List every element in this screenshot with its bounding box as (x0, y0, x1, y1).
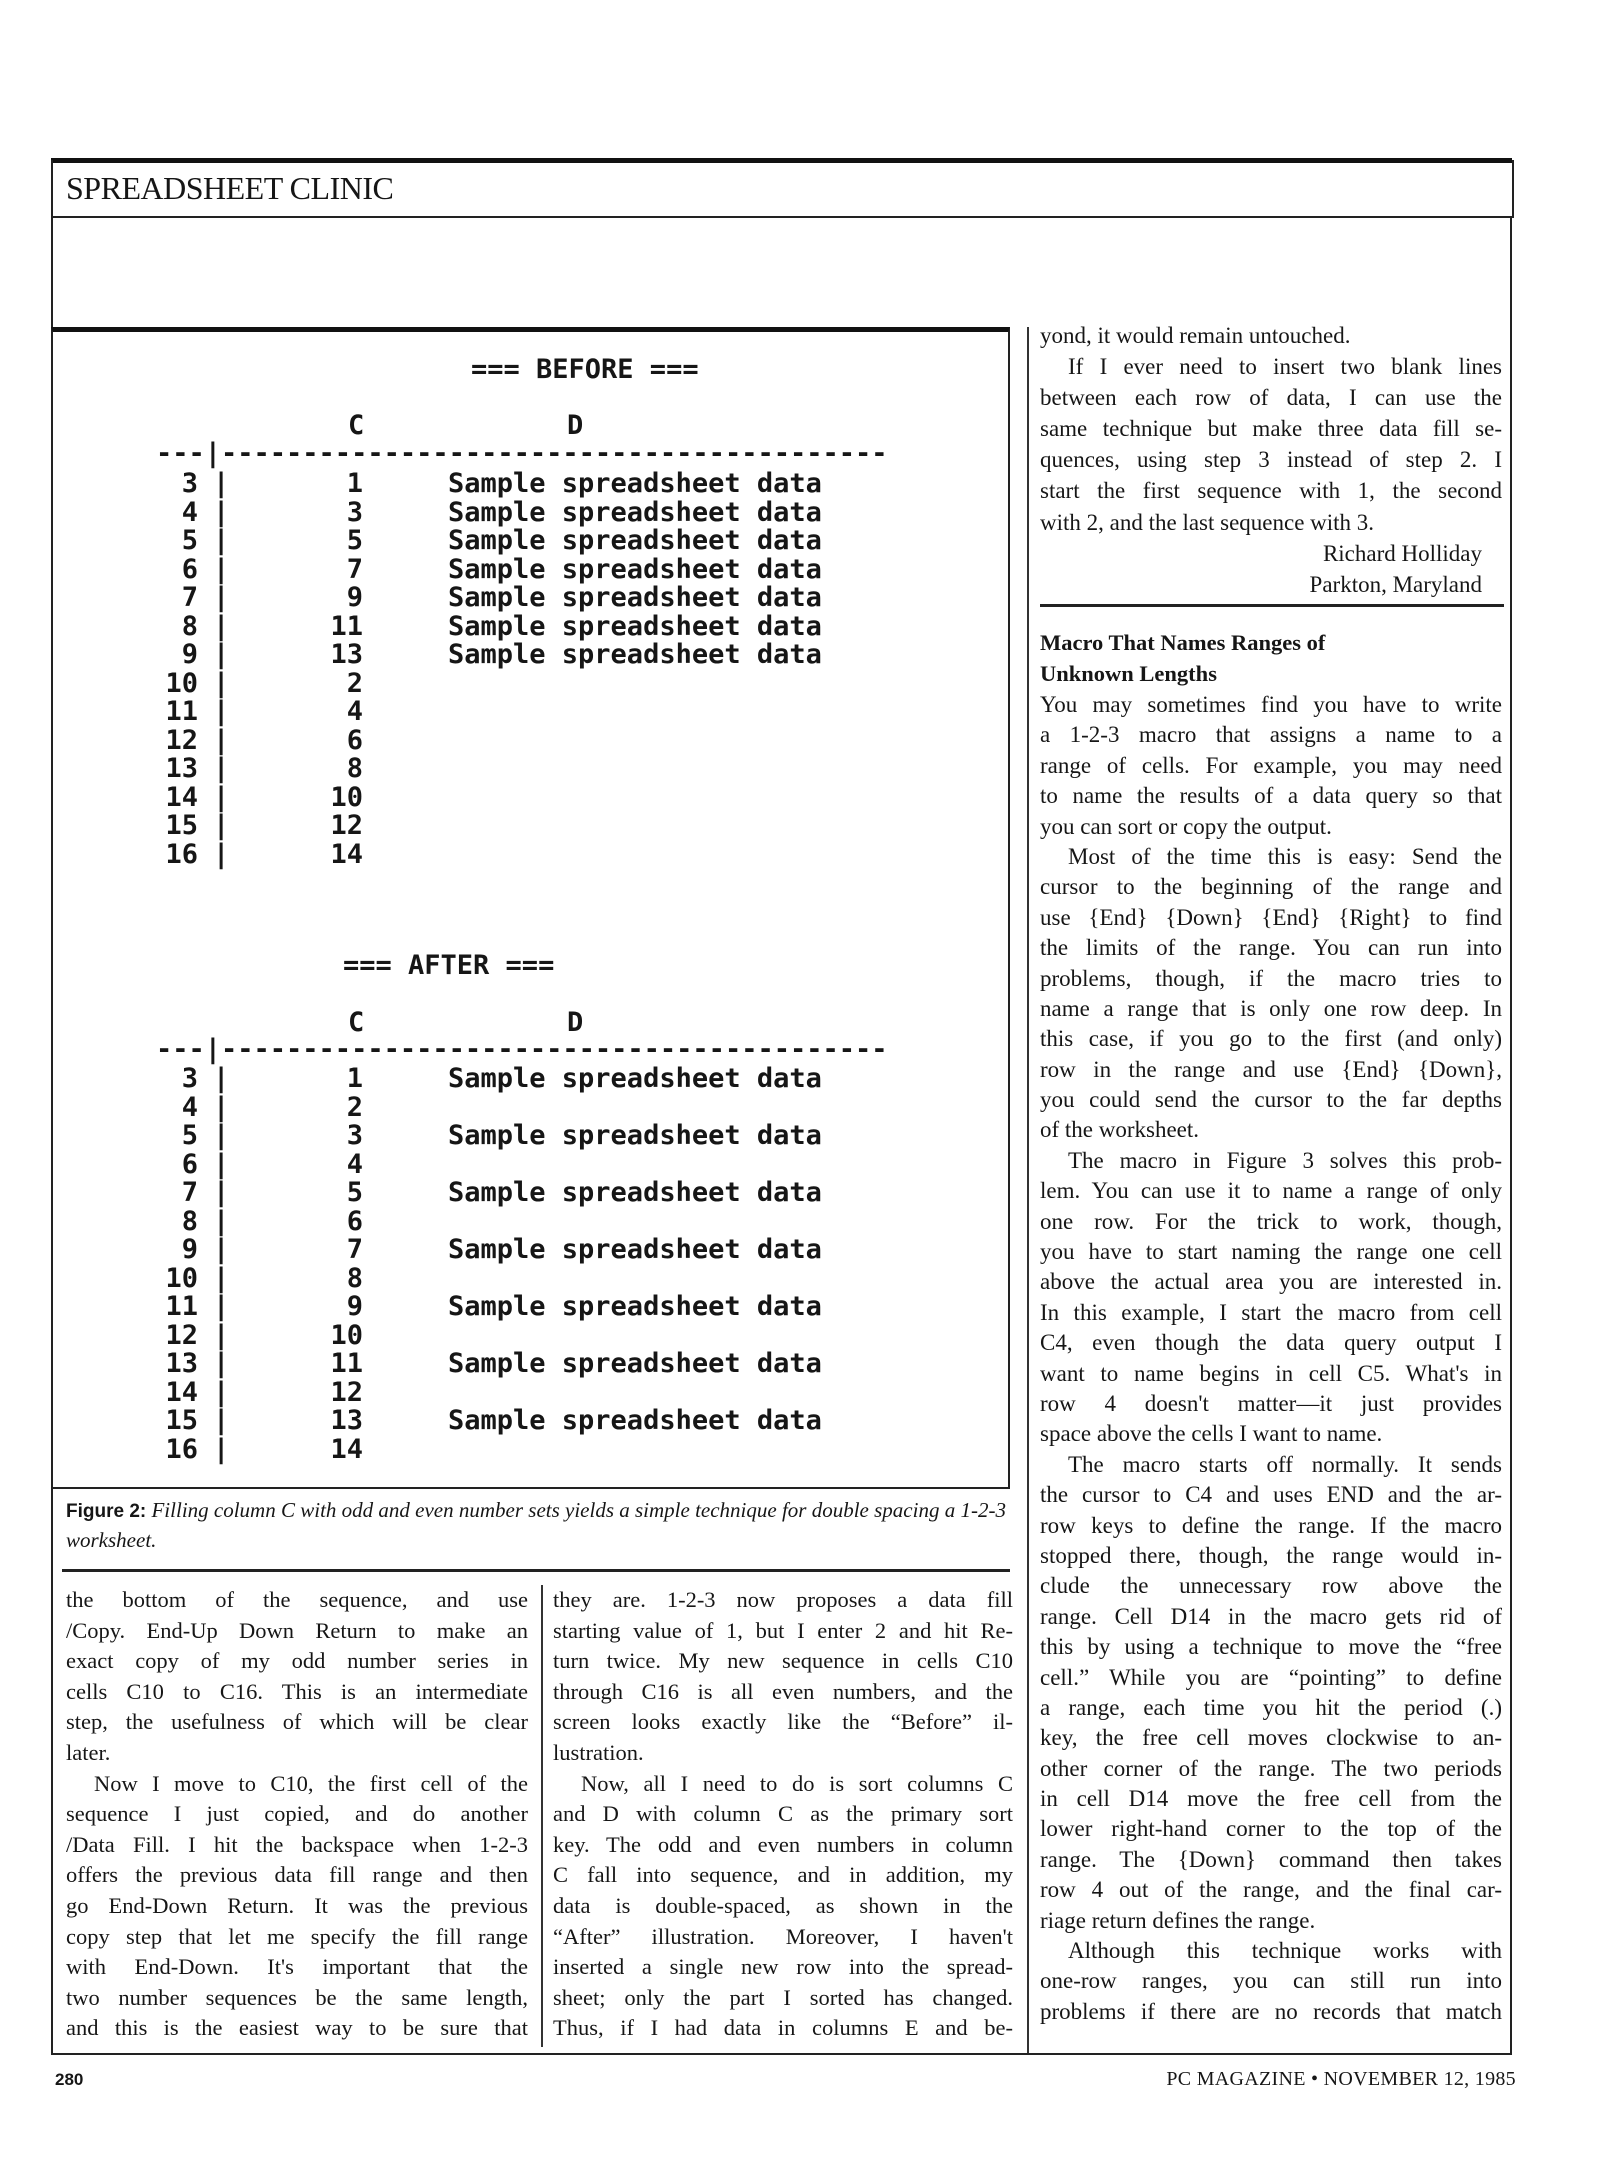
row-number: 16 (165, 1433, 198, 1465)
row-divider: | (213, 1063, 230, 1094)
text-line: Now I move to C10, the first cell of the (94, 1770, 528, 1796)
column-c-value: 7 (346, 1234, 363, 1265)
caption-rule (62, 1569, 1010, 1572)
row-number: 5 (181, 1120, 198, 1151)
text-line: Most of the time this is easy: Send the (1068, 843, 1502, 869)
text-line: you could send the cursor to the far depths (1040, 1087, 1502, 1113)
section-heading-line-2: Unknown Lengths (1040, 661, 1217, 686)
row-divider: | (213, 753, 230, 784)
row-number: 10 (165, 667, 198, 699)
section-title: SPREADSHEET CLINIC (66, 170, 394, 206)
text-line: with End-Down. It's important that the (66, 1954, 528, 1980)
row-number: 15 (165, 1405, 198, 1436)
row-divider: | (213, 1234, 230, 1265)
row-number: 14 (165, 1376, 198, 1408)
column-c-value: 11 (330, 1348, 363, 1379)
before-label: === BEFORE === (471, 354, 699, 385)
section-heading-line-1: Macro That Names Ranges of (1040, 630, 1326, 655)
text-line: offers the previous data fill range and then (66, 1862, 528, 1888)
text-line: problems, though, if the macro tries to (1040, 965, 1502, 991)
text-line: the bottom of the sequence, and use (66, 1587, 528, 1612)
before-table-row (53, 724, 1008, 756)
text-line: in cell D14 move the free cell from the (1040, 1786, 1502, 1812)
text-line: want to name begins in cell C5. What's in (1040, 1360, 1502, 1386)
after-table-row (53, 1236, 1008, 1265)
column-d-value: Sample spreadsheet data (448, 1348, 822, 1379)
row-number: 11 (165, 1291, 198, 1322)
article-column-1 (66, 1585, 528, 2044)
row-number: 6 (181, 553, 198, 585)
text-line: In this example, I start the macro from cell (1040, 1299, 1502, 1325)
column-c-value: 6 (346, 1205, 363, 1237)
row-divider: | (213, 582, 230, 613)
text-line: data is double-spaced, as shown in the (553, 1892, 1013, 1918)
column-c-value: 11 (330, 610, 363, 642)
text-line: Now, all I need to do is sort columns C (581, 1770, 1013, 1796)
text-line: between each row of data, I can use the (1040, 385, 1502, 411)
row-divider: | (213, 667, 230, 699)
text-line: range. The {Down} command then takes (1040, 1846, 1502, 1872)
text-line: and D with column C as the primary sort (553, 1801, 1013, 1827)
text-line: Parkton, Maryland (1309, 571, 1482, 597)
text-line: a range, each time you hit the period (.) (1040, 1694, 1502, 1720)
publication-footer: PC MAGAZINE • NOVEMBER 12, 1985 (1166, 2068, 1516, 2090)
after-table-row (53, 1179, 1008, 1208)
before-separator: ---|----------------------------------------- (156, 438, 888, 469)
column-c-value: 2 (346, 1091, 363, 1123)
row-number: 4 (181, 1091, 198, 1123)
text-line: same technique but make three data fill se- (1040, 416, 1502, 442)
column-d-value: Sample spreadsheet data (448, 639, 822, 670)
text-line: with 2, and the last sequence with 3. (1040, 509, 1375, 535)
row-divider: | (213, 1177, 230, 1208)
after-table-row (53, 1262, 1008, 1294)
text-line: cell.” While you are “pointing” to define (1040, 1664, 1502, 1690)
column-d-value: Sample spreadsheet data (448, 1234, 822, 1265)
text-line: a 1-2-3 macro that assigns a name to a (1040, 722, 1502, 748)
text-line: /Copy. End-Up Down Return to make an (66, 1617, 528, 1643)
text-line: Although this technique works with (1068, 1938, 1502, 1964)
before-table-row (53, 610, 1008, 642)
text-line: screen looks exactly like the “Before” il- (553, 1709, 1013, 1735)
text-line: Richard Holliday (1322, 540, 1482, 566)
text-line: other corner of the range. The two periods (1040, 1755, 1502, 1781)
text-line: row in the range and use {End} {Down}, (1040, 1056, 1502, 1082)
text-line: C4, even though the data query output I (1040, 1330, 1502, 1356)
row-number: 4 (181, 496, 198, 528)
after-col-c-header: C (348, 1007, 365, 1038)
column-divider-right (1027, 327, 1029, 2053)
column-d-value: Sample spreadsheet data (448, 1120, 822, 1151)
column-c-value: 14 (330, 838, 363, 870)
row-divider: | (213, 525, 230, 556)
after-table-row (53, 1376, 1008, 1408)
column-c-value: 6 (346, 724, 363, 756)
text-line: cells C10 to C16. This is an intermediate (66, 1678, 528, 1704)
row-number: 8 (181, 1205, 198, 1237)
column-c-value: 3 (346, 496, 363, 528)
column-d-value: Sample spreadsheet data (448, 1063, 822, 1094)
row-number: 7 (181, 1177, 198, 1208)
row-number: 8 (181, 610, 198, 642)
text-line: copy step that let me specify the fill range (66, 1923, 528, 1949)
row-divider: | (213, 1205, 230, 1237)
caption-text: Filling column C with odd and even number sets yields a simple technique for double spacing a 1-2-3 worksheet. (66, 1498, 1006, 1552)
article-column-3-top (1040, 320, 1502, 600)
before-table-row (53, 470, 1008, 499)
text-line: lustration. (553, 1739, 644, 1765)
row-number: 3 (181, 468, 198, 499)
after-table-row (53, 1433, 1008, 1465)
column-d-value: Sample spreadsheet data (448, 468, 822, 499)
column-d-value: Sample spreadsheet data (448, 553, 822, 585)
column-c-value: 2 (346, 667, 363, 699)
before-table-row (53, 667, 1008, 699)
after-table-row (53, 1148, 1008, 1180)
column-c-value: 13 (330, 1405, 363, 1436)
text-line: this case, if you go to the first (and only) (1040, 1026, 1502, 1052)
text-line: space above the cells I want to name. (1040, 1421, 1383, 1447)
column-c-value: 7 (346, 553, 363, 585)
before-table-row (53, 496, 1008, 528)
row-divider: | (213, 810, 230, 841)
figure-2-box (51, 327, 1010, 1489)
row-divider: | (213, 1291, 230, 1322)
text-line: two number sequences be the same length, (66, 1984, 528, 2010)
before-col-c-header: C (348, 410, 365, 441)
column-c-value: 13 (330, 639, 363, 670)
row-divider: | (213, 1091, 230, 1123)
row-divider: | (213, 1433, 230, 1465)
text-line: stopped there, though, the range would in- (1040, 1542, 1502, 1568)
text-line: use {End} {Down} {End} {Right} to find (1040, 904, 1502, 930)
row-number: 9 (181, 1234, 198, 1265)
after-table-row (53, 1065, 1008, 1094)
text-line: You may sometimes find you have to write (1040, 692, 1502, 717)
text-line: row keys to define the range. If the macro (1040, 1512, 1502, 1538)
column-c-value: 9 (346, 1291, 363, 1322)
after-label: === AFTER === (343, 950, 555, 981)
row-divider: | (213, 468, 230, 499)
text-line: above the actual area you are interested in. (1040, 1269, 1502, 1295)
column-c-value: 8 (346, 1262, 363, 1294)
row-number: 9 (181, 639, 198, 670)
text-line: key, the free cell moves clockwise to an- (1040, 1725, 1502, 1751)
section-heading (1040, 627, 1502, 689)
row-divider: | (213, 724, 230, 756)
before-table-row (53, 781, 1008, 813)
row-divider: | (213, 639, 230, 670)
row-divider: | (213, 696, 230, 727)
column-c-value: 9 (346, 582, 363, 613)
after-table-row (53, 1350, 1008, 1379)
text-line: lower right-hand corner to the top of the (1040, 1816, 1502, 1842)
text-line: /Data Fill. I hit the backspace when 1-2-3 (66, 1831, 528, 1857)
column-d-value: Sample spreadsheet data (448, 582, 822, 613)
text-line: C fall into sequence, and in addition, my (553, 1862, 1013, 1888)
column-c-value: 3 (346, 1120, 363, 1151)
page-number: 280 (55, 2070, 84, 2089)
before-table-row (53, 698, 1008, 727)
after-col-d-header: D (567, 1007, 584, 1038)
text-line: exact copy of my odd number series in (66, 1648, 528, 1674)
column-d-value: Sample spreadsheet data (448, 1291, 822, 1322)
caption-label: Figure 2: (66, 1501, 147, 1522)
before-table-row (53, 527, 1008, 556)
row-number: 3 (181, 1063, 198, 1094)
column-c-value: 10 (330, 781, 363, 813)
text-line: The macro in Figure 3 solves this prob- (1068, 1147, 1502, 1173)
text-line: step, the usefulness of which will be clear (66, 1709, 528, 1735)
row-divider: | (213, 1262, 230, 1294)
row-divider: | (213, 1120, 230, 1151)
column-c-value: 1 (346, 1063, 363, 1094)
row-divider: | (213, 1319, 230, 1351)
text-line: starting value of 1, but I enter 2 and hit Re- (553, 1617, 1013, 1643)
row-divider: | (213, 496, 230, 528)
text-line: Thus, if I had data in columns E and be- (553, 2015, 1013, 2041)
row-divider: | (213, 553, 230, 585)
text-line: inserted a single new row into the spread- (553, 1954, 1013, 1980)
row-divider: | (213, 838, 230, 870)
after-table-row (53, 1319, 1008, 1351)
row-divider: | (213, 1348, 230, 1379)
text-line: they are. 1-2-3 now proposes a data fill (553, 1587, 1013, 1612)
row-number: 15 (165, 810, 198, 841)
after-table-row (53, 1205, 1008, 1237)
text-line: cursor to the beginning of the range and (1040, 874, 1502, 900)
text-line: clude the unnecessary row above the (1040, 1573, 1502, 1599)
text-line: start the first sequence with 1, the second (1040, 478, 1502, 504)
text-line: “After” illustration. Moreover, I haven't (553, 1923, 1013, 1949)
column-d-value: Sample spreadsheet data (448, 496, 822, 528)
before-col-d-header: D (567, 410, 584, 441)
text-line: name a range that is only one row deep. In (1040, 995, 1502, 1021)
row-number: 7 (181, 582, 198, 613)
page-border-right (1510, 216, 1512, 2054)
text-line: range. Cell D14 in the macro gets rid of (1040, 1603, 1502, 1629)
text-line: of the worksheet. (1040, 1117, 1200, 1143)
row-divider: | (213, 1148, 230, 1180)
text-line: row 4 out of the range, and the final car- (1040, 1877, 1502, 1903)
text-line: one row. For the trick to work, though, (1040, 1208, 1502, 1234)
text-line: turn twice. My new sequence in cells C10 (553, 1648, 1013, 1674)
section-rule (1040, 604, 1504, 607)
row-number: 10 (165, 1262, 198, 1294)
column-d-value: Sample spreadsheet data (448, 1405, 822, 1436)
text-line: to name the results of a data query so that (1040, 783, 1502, 809)
row-number: 12 (165, 1319, 198, 1351)
after-table-row (53, 1091, 1008, 1123)
text-line: go End-Down Return. It was the previous (66, 1892, 528, 1918)
column-c-value: 12 (330, 1376, 363, 1408)
text-line: The macro starts off normally. It sends (1068, 1451, 1502, 1477)
before-table-row (53, 838, 1008, 870)
before-table-row (53, 584, 1008, 613)
text-line: you can sort or copy the output. (1040, 813, 1332, 839)
column-c-value: 10 (330, 1319, 363, 1351)
text-line: yond, it would remain untouched. (1040, 323, 1351, 348)
text-line: and this is the easiest way to be sure that (66, 2015, 528, 2041)
article-column-3 (1040, 690, 1502, 2027)
column-c-value: 1 (346, 468, 363, 499)
text-line: key. The odd and even numbers in column (553, 1831, 1013, 1857)
text-line: sequence I just copied, and do another (66, 1801, 528, 1827)
column-divider (541, 1585, 543, 2047)
column-d-value: Sample spreadsheet data (448, 1177, 822, 1208)
text-line: the limits of the range. You can run into (1040, 935, 1502, 961)
text-line: quences, using step 3 instead of step 2. I (1040, 447, 1502, 473)
column-d-value: Sample spreadsheet data (448, 525, 822, 556)
before-table-row (53, 812, 1008, 841)
text-line: riage return defines the range. (1040, 1907, 1316, 1933)
text-line: the cursor to C4 and uses END and the ar- (1040, 1482, 1502, 1508)
after-table-row (53, 1407, 1008, 1436)
row-divider: | (213, 1405, 230, 1436)
text-line: later. (66, 1739, 111, 1765)
row-number: 16 (165, 838, 198, 870)
after-separator: ---|----------------------------------------- (156, 1034, 888, 1065)
text-line: sheet; only the part I sorted has changed. (553, 1984, 1013, 2010)
article-column-2 (553, 1585, 1013, 2044)
text-line: lem. You can use it to name a range of only (1040, 1178, 1502, 1204)
column-c-value: 4 (346, 696, 363, 727)
before-table-row (53, 641, 1008, 670)
column-c-value: 5 (346, 1177, 363, 1208)
figure-caption (66, 1496, 1006, 1555)
column-c-value: 5 (346, 525, 363, 556)
column-c-value: 12 (330, 810, 363, 841)
row-number: 12 (165, 724, 198, 756)
row-number: 13 (165, 1348, 198, 1379)
text-line: If I ever need to insert two blank lines (1068, 354, 1502, 380)
row-number: 6 (181, 1148, 198, 1180)
row-divider: | (213, 1376, 230, 1408)
row-divider: | (213, 781, 230, 813)
text-line: through C16 is all even numbers, and the (553, 1678, 1013, 1704)
row-number: 14 (165, 781, 198, 813)
text-line: you have to start naming the range one cell (1040, 1239, 1502, 1265)
before-table-row (53, 553, 1008, 585)
text-line: row 4 doesn't matter—it just provides (1040, 1390, 1502, 1416)
text-line: one-row ranges, you can still run into (1040, 1968, 1502, 1994)
row-number: 13 (165, 753, 198, 784)
page-border-bottom (51, 2053, 1512, 2055)
column-c-value: 8 (346, 753, 363, 784)
column-c-value: 4 (346, 1148, 363, 1180)
row-divider: | (213, 610, 230, 642)
column-c-value: 14 (330, 1433, 363, 1465)
text-line: range of cells. For example, you may need (1040, 752, 1502, 778)
row-number: 11 (165, 696, 198, 727)
after-table-row (53, 1122, 1008, 1151)
row-number: 5 (181, 525, 198, 556)
column-d-value: Sample spreadsheet data (448, 610, 822, 642)
text-line: this by using a technique to move the “free (1040, 1634, 1502, 1660)
before-table-row (53, 755, 1008, 784)
text-line: problems if there are no records that match (1040, 1998, 1502, 2024)
after-table-row (53, 1293, 1008, 1322)
